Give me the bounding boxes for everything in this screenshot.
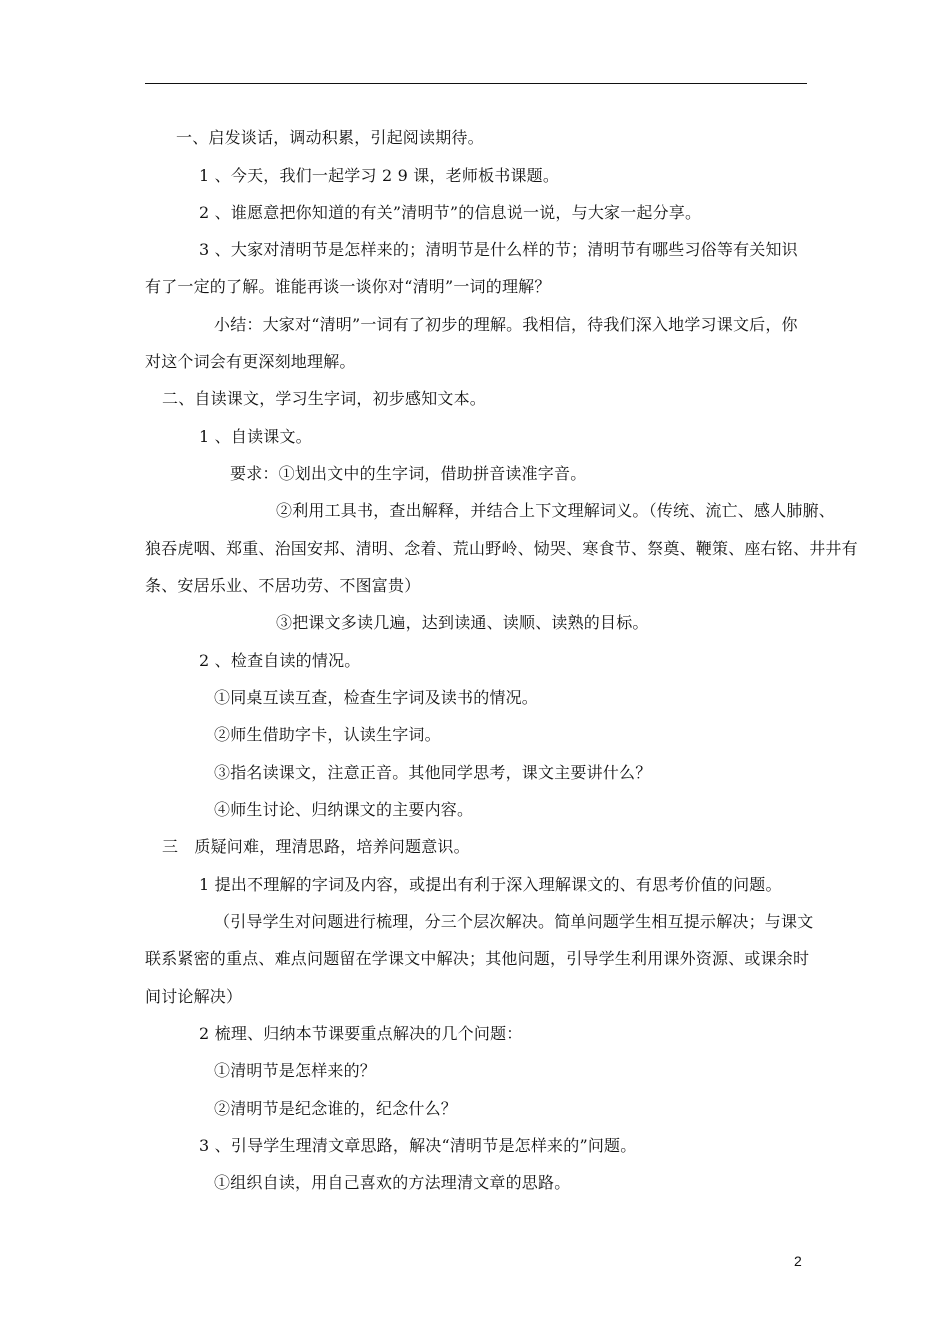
list-item: ②清明节是纪念谁的，纪念什么？ bbox=[214, 1099, 458, 1118]
paragraph-line: 2 、谁愿意把你知道的有关”清明节”的信息说一说，与大家一起分享。 bbox=[199, 203, 702, 222]
list-item: ①清明节是怎样来的？ bbox=[214, 1061, 377, 1080]
paragraph-line: 1 提出不理解的字词及内容，或提出有利于深入理解课文的、有思考价值的问题。 bbox=[199, 875, 782, 894]
list-item: ②师生借助字卡，认读生字词。 bbox=[214, 725, 441, 744]
paragraph-line: 1 、今天，我们一起学习 2 9 课，老师板书课题。 bbox=[199, 166, 560, 185]
vocabulary-line: 狼吞虎咽、郑重、治国安邦、清明、念着、荒山野岭、恸哭、寒食节、祭奠、鞭策、座右铭、井井有 bbox=[145, 539, 858, 558]
requirement-line: ③把课文多读几遍，达到读通、读顺、读熟的目标。 bbox=[276, 613, 649, 632]
summary-line: 小结：大家对“清明”一词有了初步的理解。我相信，待我们深入地学习课文后，你 bbox=[214, 315, 798, 334]
paragraph-line: （引导学生对问题进行梳理，分三个层次解决。简单问题学生相互提示解决；与课文 bbox=[214, 912, 814, 931]
header-rule bbox=[145, 83, 807, 84]
requirement-line: ②利用工具书，查出解释，并结合上下文理解词义。（传统、流亡、感人肺腑、 bbox=[276, 501, 836, 520]
requirement-line: 要求：①划出文中的生字词，借助拼音读准字音。 bbox=[230, 464, 587, 483]
paragraph-line: 2 梳理、归纳本节课要重点解决的几个问题： bbox=[199, 1024, 523, 1043]
vocabulary-line: 条、安居乐业、不居功劳、不图富贵） bbox=[145, 576, 421, 595]
paragraph-line: 3 、大家对清明节是怎样来的；清明节是什么样的节；清明节有哪些习俗等有关知识 bbox=[199, 240, 798, 259]
section-heading-1: 一、启发谈话，调动积累，引起阅读期待。 bbox=[176, 128, 484, 147]
section-heading-3: 三 质疑问难，理清思路，培养问题意识。 bbox=[162, 837, 470, 856]
paragraph-line: 间讨论解决） bbox=[145, 987, 243, 1006]
page-number: 2 bbox=[794, 1253, 802, 1269]
list-item: ④师生讨论、归纳课文的主要内容。 bbox=[214, 800, 474, 819]
paragraph-line: 联系紧密的重点、难点问题留在学课文中解决；其他问题，引导学生利用课外资源、或课余时 bbox=[145, 949, 810, 968]
section-heading-2: 二、自读课文，学习生字词，初步感知文本。 bbox=[162, 389, 487, 408]
summary-line: 对这个词会有更深刻地理解。 bbox=[145, 352, 356, 371]
paragraph-line: 有了一定的了解。谁能再谈一谈你对“清明”一词的理解？ bbox=[145, 277, 551, 296]
list-item: ①同桌互读互查，检查生字词及读书的情况。 bbox=[214, 688, 539, 707]
paragraph-line: 3 、引导学生理清文章思路，解决“清明节是怎样来的”问题。 bbox=[199, 1136, 637, 1155]
list-item: ③指名读课文，注意正音。其他同学思考，课文主要讲什么？ bbox=[214, 763, 652, 782]
paragraph-line: 2 、检查自读的情况。 bbox=[199, 651, 361, 670]
paragraph-line: 1 、自读课文。 bbox=[199, 427, 312, 446]
list-item: ①组织自读，用自己喜欢的方法理清文章的思路。 bbox=[214, 1173, 571, 1192]
